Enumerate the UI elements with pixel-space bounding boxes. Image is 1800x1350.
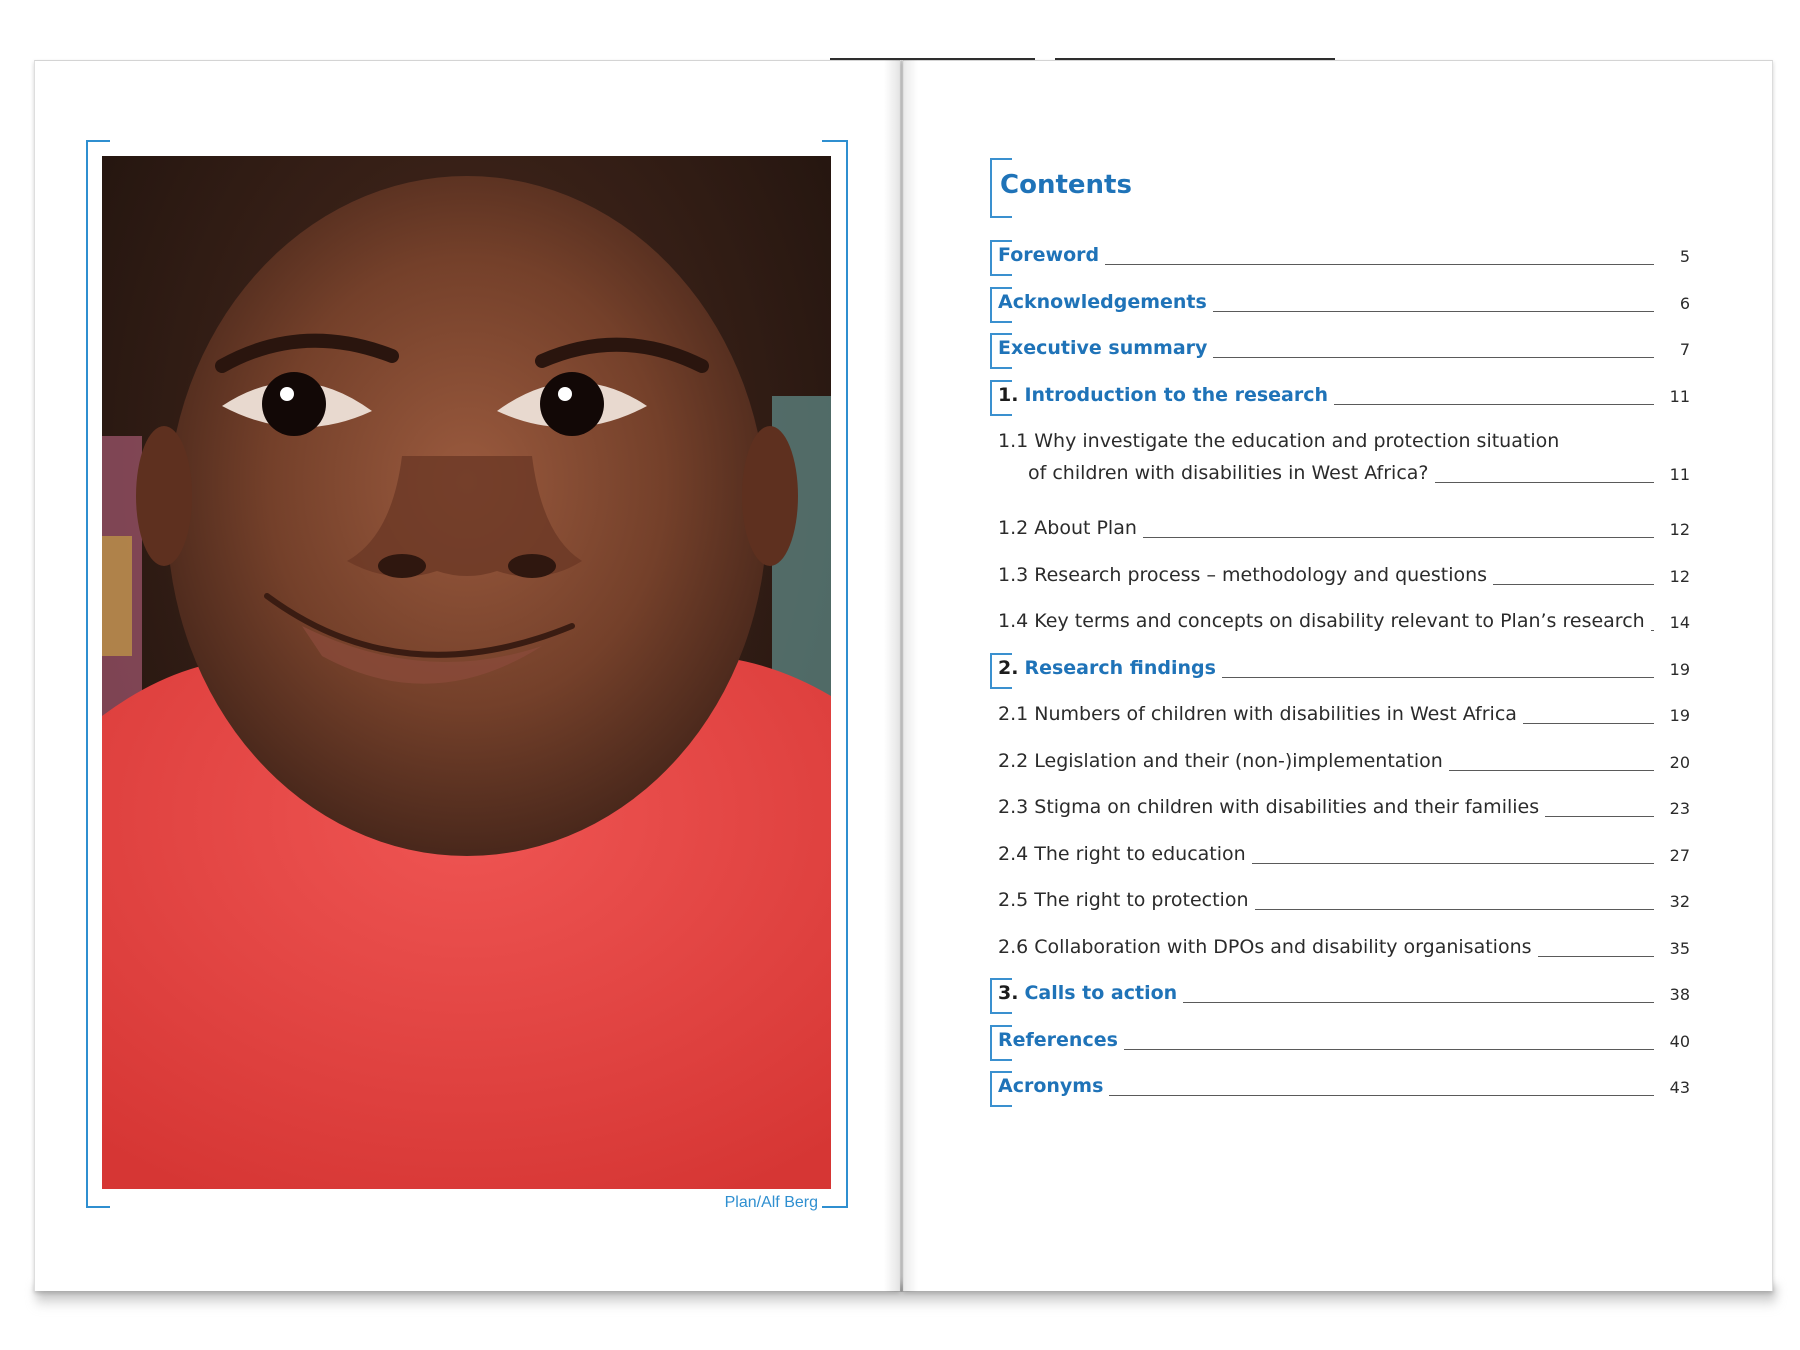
dot-leader [1545, 816, 1654, 817]
toc-entry-label-line2: of children with disabilities in West Africa? [1028, 462, 1429, 484]
child-portrait-photo [102, 156, 831, 1189]
dot-leader [1213, 357, 1654, 358]
toc-entry[interactable] [990, 333, 1690, 365]
dot-leader [1449, 770, 1654, 771]
toc-entry-label [998, 610, 1645, 632]
dot-leader [1105, 264, 1654, 265]
dot-leader [1109, 1095, 1654, 1096]
toc-entry[interactable] [990, 1071, 1690, 1103]
dot-leader [1213, 311, 1654, 312]
toc-entry[interactable] [990, 606, 1690, 638]
toc-entry-label [998, 337, 1207, 359]
toc-entry-number: 3. [998, 982, 1019, 1004]
toc-entry-text: Acronyms [998, 1075, 1104, 1097]
dot-leader [1143, 537, 1654, 538]
dot-leader [1124, 1049, 1654, 1050]
dot-leader [1493, 584, 1654, 585]
book-gutter [884, 60, 918, 1292]
dot-leader [1183, 1002, 1654, 1003]
toc-entry-text: 1.4 Key terms and concepts on disability relevant to Plan’s research [998, 610, 1645, 632]
toc-entry-label [998, 750, 1443, 772]
photo-credit: Plan/Alf Berg [724, 1194, 818, 1211]
dot-leader [1255, 909, 1654, 910]
toc-entry-text: Foreword [998, 244, 1100, 266]
toc-entry[interactable] [990, 513, 1690, 545]
toc-entry[interactable] [990, 1025, 1690, 1057]
dot-leader [1252, 863, 1654, 864]
toc-entry-label [998, 889, 1249, 911]
toc-entry[interactable] [990, 839, 1690, 871]
toc-entry-label [998, 517, 1137, 539]
toc-entry-number: 1. [998, 383, 1019, 406]
toc-entry-label [998, 291, 1207, 313]
toc-entry-label [998, 1075, 1103, 1097]
toc-entry-text: Research findings [1024, 656, 1216, 679]
portrait-illustration [102, 156, 831, 1189]
toc-entry-label [998, 1029, 1118, 1051]
toc-entry-page: 20 [1669, 752, 1690, 772]
toc-entry-text: 2.1 Numbers of children with disabilities in West Africa [998, 703, 1517, 725]
toc-entry-page: 40 [1669, 1031, 1690, 1051]
toc-entry-label [998, 244, 1099, 266]
toc-entry-page: 12 [1669, 520, 1690, 539]
toc-entry-label [998, 982, 1177, 1004]
toc-entry-page: 11 [1669, 386, 1690, 406]
dot-leader [1651, 630, 1654, 631]
toc-entry-text: 1.1 Why investigate the education and protection situation [998, 430, 1560, 452]
toc-entry-text: 1.3 Research process – methodology and questions [998, 563, 1488, 586]
toc-entry[interactable] [990, 380, 1690, 412]
toc-entry-page: 23 [1669, 799, 1690, 818]
toc-entry[interactable] [990, 699, 1690, 731]
toc-entry[interactable] [990, 560, 1690, 592]
toc-entry[interactable] [990, 978, 1690, 1010]
toc-entry-text: 2.4 The right to education [998, 842, 1246, 865]
toc-entry[interactable] [990, 426, 1690, 490]
toc-entry-page: 27 [1669, 845, 1690, 865]
toc-entry-page: 19 [1669, 706, 1690, 725]
toc-entry-page: 32 [1669, 892, 1690, 911]
toc-entry-page: 19 [1669, 659, 1690, 679]
page-top-edge [1055, 58, 1335, 60]
dot-leader [1538, 956, 1654, 957]
contents-title: Contents [1000, 170, 1132, 200]
toc-entry-page: 38 [1669, 985, 1690, 1004]
toc-entry-label [998, 796, 1539, 818]
toc-entry-text: 2.3 Stigma on children with disabilities and their families [998, 796, 1540, 818]
toc-entry-text: 1.2 About Plan [998, 517, 1137, 539]
toc-entry[interactable] [990, 792, 1690, 824]
toc-entry-label [998, 703, 1517, 725]
toc-entry-text: Introduction to the research [1024, 383, 1329, 406]
toc-entry-page: 11 [1669, 465, 1690, 484]
dot-leader [1435, 482, 1654, 483]
toc-entry-page: 12 [1669, 566, 1690, 586]
toc-entry[interactable] [990, 746, 1690, 778]
toc-entry-text: 2.2 Legislation and their (non-)implementation [998, 749, 1443, 772]
toc-entry-text: References [998, 1028, 1118, 1051]
toc-entry-label [998, 843, 1246, 865]
toc-entry-text: Acknowledgements [998, 290, 1207, 313]
dot-leader [1523, 723, 1654, 724]
toc-entry-page: 6 [1679, 293, 1690, 313]
toc-entry-label [998, 936, 1532, 958]
toc-entry-text: 2.5 The right to protection [998, 889, 1249, 911]
toc-entry-text: Calls to action [1024, 982, 1178, 1004]
toc-entry-page: 43 [1669, 1078, 1690, 1097]
toc-entry-page: 7 [1679, 340, 1690, 359]
toc-entry-label [998, 657, 1216, 679]
toc-entry-page: 14 [1669, 613, 1690, 632]
toc-entry-text: Executive summary [998, 337, 1208, 359]
toc-entry-text: 2.6 Collaboration with DPOs and disability organisations [998, 935, 1532, 958]
toc-entry-label [998, 430, 1559, 452]
toc-entry[interactable] [990, 653, 1690, 685]
toc-entry[interactable] [990, 240, 1690, 272]
toc-entry-number: 2. [998, 656, 1019, 679]
toc-entry-page: 35 [1669, 938, 1690, 958]
dot-leader [1222, 677, 1654, 678]
toc-entry[interactable] [990, 932, 1690, 964]
toc-entry-label [998, 564, 1487, 586]
dot-leader [1334, 404, 1654, 405]
toc-entry[interactable] [990, 287, 1690, 319]
toc-entry-page: 5 [1679, 247, 1690, 266]
page-top-edge [830, 58, 1035, 60]
toc-entry[interactable] [990, 885, 1690, 917]
toc-entry-label [998, 384, 1328, 406]
